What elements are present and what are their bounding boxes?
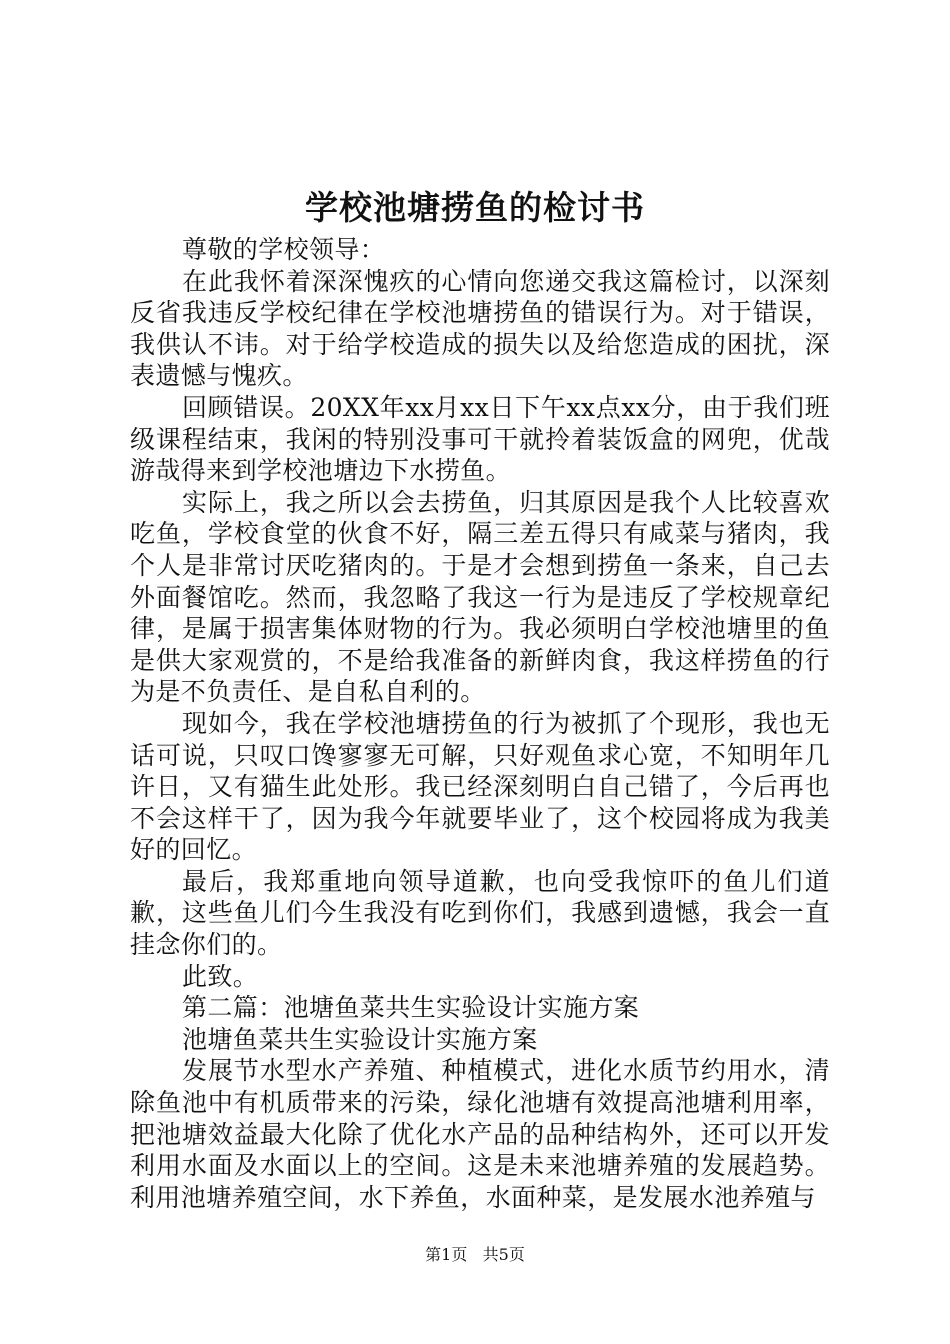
closing: 此致。	[182, 961, 259, 991]
paragraph-intro: 在此我怀着深深愧疚的心情向您递交我这篇检讨，以深刻反省我违反学校纪律在学校池塘捞鱼的错误行为。对于错误，我供认不讳。对于给学校造成的损失以及给您造成的困扰，深表遗憾与愧疚。	[130, 266, 830, 391]
paragraph-reason: 实际上，我之所以会去捞鱼，归其原因是我个人比较喜欢吃鱼，学校食堂的伙食不好，隔三差五得只有咸菜与猪肉，我个人是非常讨厌吃猪肉的。于是才会想到捞鱼一条来，自己去外面餐馆吃。然而，我忽略了我这一行为是违反了学校规章纪律，是属于损害集体财物的行为。我必须明白学校池塘里的鱼是供大家观赏的，不是给我准备的新鲜肉食，我这样捞鱼的行为是不负责任、是自私自利的。	[130, 487, 830, 707]
paragraph-section-intro: 发展节水型水产养殖、种植模式，进化水质节约用水，清除鱼池中有机质带来的污染，绿化池塘有效提高池塘利用率，把池塘效益最大化除了优化水产品的品种结构外，还可以开发利用水面及水面以上的空间。这是未来池塘养殖的发展趋势。利用池塘养殖空间，水下养鱼，水面种菜，是发展水池养殖与	[130, 1056, 830, 1212]
page-separator	[472, 1245, 477, 1264]
document-title: 学校池塘捞鱼的检讨书	[305, 188, 645, 227]
page-footer	[0, 1244, 950, 1266]
page-number: 第1页	[425, 1245, 468, 1264]
paragraph-apology: 最后，我郑重地向领导道歉，也向受我惊吓的鱼儿们道歉，这些鱼儿们今生我没有吃到你们，我感到遗憾，我会一直挂念你们的。	[130, 866, 830, 960]
section-heading: 第二篇：池塘鱼菜共生实验设计实施方案	[182, 993, 640, 1023]
section-subheading: 池塘鱼菜共生实验设计实施方案	[182, 1024, 538, 1054]
salutation: 尊敬的学校领导：	[182, 235, 386, 264]
paragraph-present: 现如今，我在学校池塘捞鱼的行为被抓了个现形，我也无话可说，只叹口馋寥寥无可解，只好观鱼求心宽，不知明年几许日，又有猫生此处形。我已经深刻明白自己错了，今后再也不会这样干了，因为我今年就要毕业了，这个校园将成为我美好的回忆。	[130, 708, 830, 865]
document-body	[130, 234, 830, 1213]
paragraph-review: 回顾错误。20XX年xx月xx日下午xx点xx分，由于我们班级课程结束，我闲的特别没事可干就拎着装饭盒的网兜，优哉游哉得来到学校池塘边下水捞鱼。	[130, 392, 830, 486]
page-total: 共5页	[482, 1245, 525, 1264]
